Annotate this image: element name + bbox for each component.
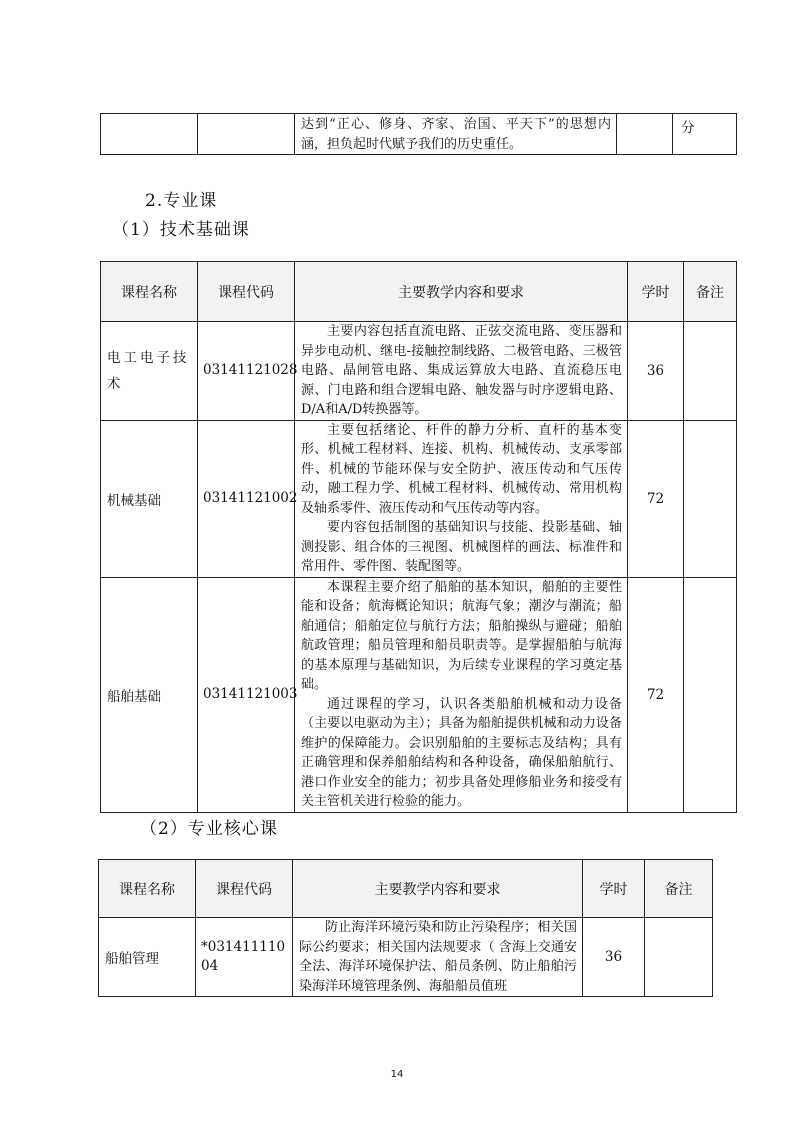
continuation-code-cell [198,114,295,155]
header-remark: 备注 [684,262,737,322]
continuation-remark-cell [673,114,737,155]
course-name: 船舶基础 [101,577,198,812]
continuation-table [100,113,737,155]
course-hours: 72 [628,577,684,812]
header-course-name: 课程名称 [99,860,196,918]
tech-courses-table [100,261,737,813]
core-courses-table [98,859,713,997]
header-remark: 备注 [645,860,713,918]
header-course-name: 课程名称 [101,262,198,322]
table-row [101,322,737,421]
subsection-heading-tech: （1）技术基础课 [112,220,250,240]
course-content-paragraph: 主要包括绪论、杆件的静力分析、直杆的基本变形、机械工程材料、连接、机构、机械传动、支承零部件、机械的节能环保与安全防护、液压传动和气压传动，融工程力学、机械工程材料、机械传动、常用机构及轴系零件、液压传动和气压传动等内容。 [301,422,622,516]
header-content: 主要教学内容和要求 [295,262,628,322]
continuation-content: 达到“正心、修身、齐家、治国、平天下”的思想内涵，担负起时代赋予我们的历史重任。 [301,117,611,152]
header-course-code: 课程代码 [198,262,295,322]
continuation-content-cell [295,114,617,155]
course-content [295,420,628,577]
header-course-code: 课程代码 [196,860,293,918]
course-content-paragraph: 通过课程的学习，认识各类船舶机械和动力设备（主要以电驱动为主）；具备为船舶提供机械和动力设备维护的保障能力。会识别船舶的主要标志及结构；具有正确管理和保养船舶结构和各种设备，确保船舶航行、港口作业安全的能力；初步具备处理修船业务和接受有关主管机关进行检验的能力。 [301,696,622,809]
course-code: 03141121028 [198,322,295,421]
subsection-heading-core: （2）专业核心课 [140,819,278,839]
course-content-paragraph: 本课程主要介绍了船舶的基本知识，船舶的主要性能和设备；航海概论知识；航海气象；潮汐与潮流；船舶通信；船舶定位与航行方法；船舶操纵与避碰；船舶航政管理；船员管理和船员职责等。是掌握船舶与航海的基本原理与基础知识，为后续专业课程的学习奠定基础。 [301,579,622,692]
table-header-row [101,262,737,322]
course-code: *03141111004 [196,918,293,997]
header-hours: 学时 [628,262,684,322]
continuation-hours-cell [617,114,673,155]
table-row [101,420,737,577]
section-heading: 2.专业课 [145,191,218,211]
header-hours: 学时 [583,860,645,918]
course-name: 电工电子技术 [101,322,198,421]
course-hours: 36 [628,322,684,421]
course-content-paragraph: 防止海洋环境污染和防止污染程序；相关国际公约要求；相关国内法规要求（ 含海上交通安全法、海洋环境保护法、船员条例、防止船舶污染海洋环境管理条例、海船船员值班 [299,920,577,994]
course-remark [684,322,737,421]
course-content-paragraph: 要内容包括制图的基础知识与技能、投影基础、轴测投影、组合体的三视图、机械图样的画法、标准件和常用件、零件图、装配图等。 [301,520,622,574]
header-content: 主要教学内容和要求 [293,860,583,918]
table-header-row [99,860,713,918]
continuation-remark: 分 [681,120,695,136]
course-code: 03141121003 [198,577,295,812]
course-content [295,577,628,812]
course-remark [645,918,713,997]
continuation-name-cell [101,114,198,155]
table-row [99,918,713,997]
course-content-paragraph: 主要内容包括直流电路、正弦交流电路、变压器和异步电动机、继电-接触控制线路、二极管电路、三极管电路、晶闸管电路、集成运算放大电路、直流稳压电源、门电路和组合逻辑电路、触发器与时序逻辑电路、D/A和A/D转换器等。 [301,324,622,417]
course-hours: 72 [628,420,684,577]
course-hours: 36 [583,918,645,997]
course-remark [684,420,737,577]
course-name: 船舶管理 [99,918,196,997]
table-row [101,577,737,812]
course-name: 机械基础 [101,420,198,577]
course-remark [684,577,737,812]
course-content [293,918,583,997]
page-number: 14 [390,1069,404,1080]
course-code: 03141121002 [198,420,295,577]
course-content [295,322,628,421]
